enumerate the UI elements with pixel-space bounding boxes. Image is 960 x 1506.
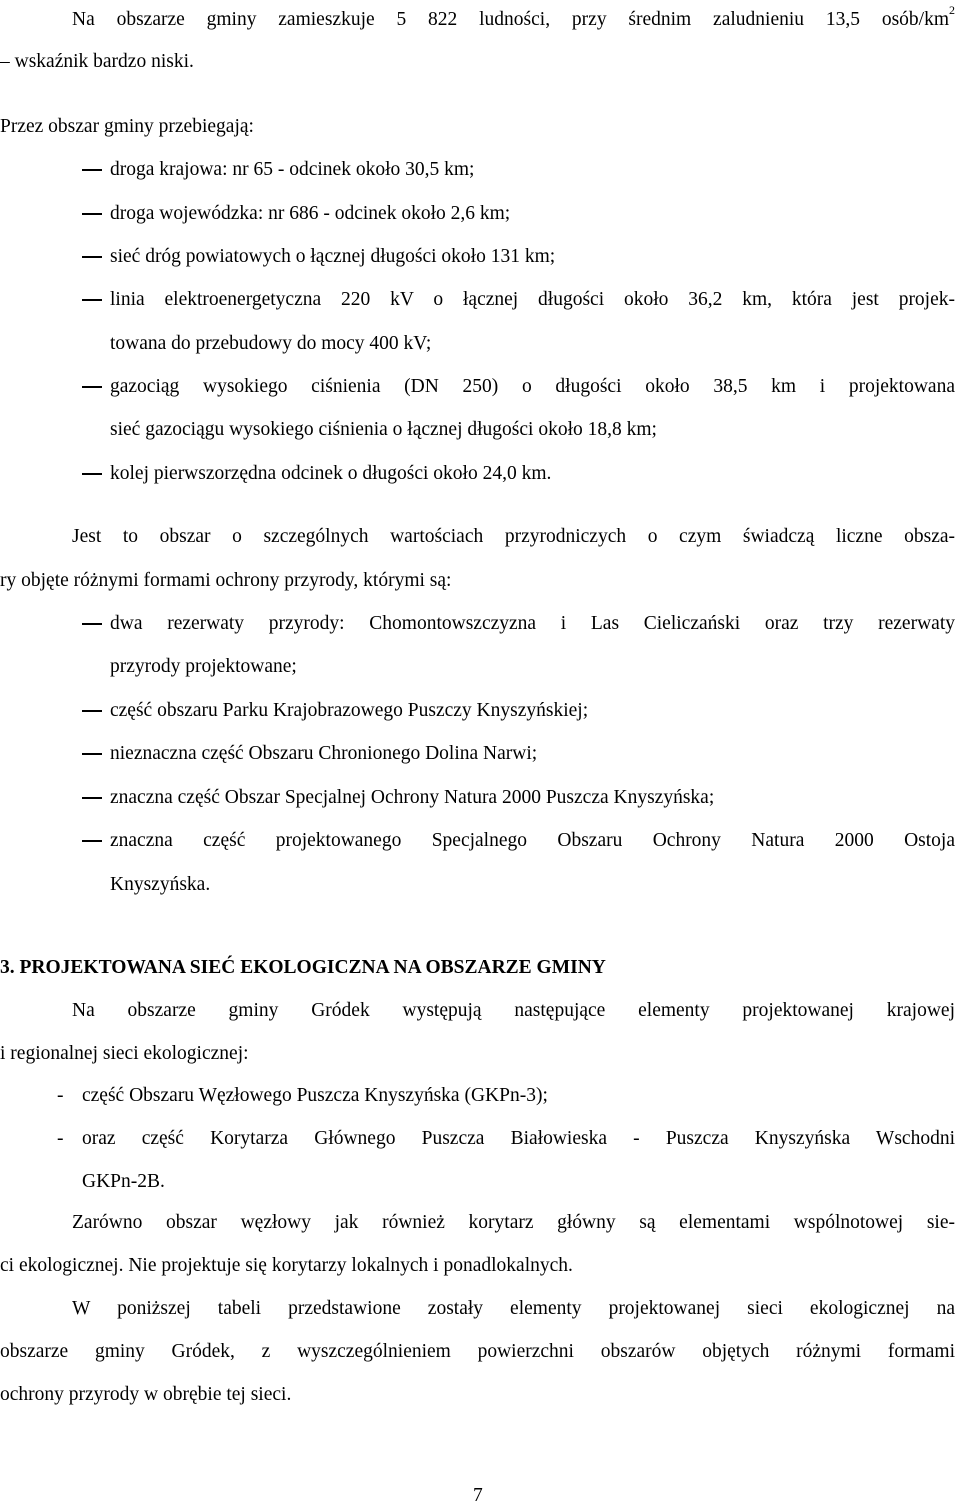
roads-item-5-line-2: sieć gazociągu wysokiego ciśnienia o łącznej długości około 18,8 km; (110, 419, 657, 440)
section3-p3-line-3: ochrony przyrody w obrębie tej sieci. (0, 1384, 292, 1405)
roads-item-2: droga wojewódzka: nr 686 - odcinek około 2,6 km; (110, 203, 511, 224)
section-heading: 3. PROJEKTOWANA SIEĆ EKOLOGICZNA NA OBSZARZE GMINY (0, 957, 606, 978)
section3-item-2-line-1: oraz część Korytarza Głównego Puszcza Białowieska - Puszcza Knyszyńska Wschodni (82, 1128, 955, 1149)
roads-item-5-line-1: gazociąg wysokiego ciśnienia (DN 250) o długości około 38,5 km i projektowana (110, 376, 955, 397)
page-number: 7 (473, 1485, 483, 1506)
nature-item-1-line-1: dwa rezerwaty przyrody: Chomontowszczyzna i Las Cieliczański oraz trzy rezerwaty (110, 613, 955, 634)
bullet-dash (82, 623, 102, 625)
nature-item-5-line-2: Knyszyńska. (110, 874, 211, 895)
intro-line-1 (72, 3, 955, 30)
section3-p2-line-1: Zarówno obszar węzłowy jak również korytarz główny są elementami wspólnotowej sie- (72, 1212, 955, 1233)
section3-item-2-line-2: GKPn-2B. (82, 1171, 165, 1192)
intro-line-2: – wskaźnik bardzo niski. (0, 51, 194, 72)
bullet-dash (82, 299, 102, 301)
bullet-dash (82, 386, 102, 388)
section3-p3-line-1: W poniższej tabeli przedstawione zostały elementy projektowanej sieci ekologicznej na (72, 1298, 955, 1319)
bullet-dash (82, 840, 102, 842)
section3-p3-line-2: obszarze gminy Gródek, z wyszczególnieniem powierzchni obszarów objętych różnymi formami (0, 1341, 955, 1362)
list-marker: - (57, 1085, 64, 1106)
superscript: 2 (949, 3, 955, 17)
bullet-dash (82, 797, 102, 799)
section3-p1-line-2: i regionalnej sieci ekologicznej: (0, 1043, 249, 1064)
roads-lead: Przez obszar gminy przebiegają: (0, 116, 254, 137)
section3-p1-line-1: Na obszarze gminy Gródek występują następujące elementy projektowanej krajowej (72, 1000, 955, 1021)
nature-item-4: znaczna część Obszar Specjalnej Ochrony Natura 2000 Puszcza Knyszyńska; (110, 787, 715, 808)
intro-text: Na obszarze gminy zamieszkuje 5 822 ludności, przy średnim zaludnieniu 13,5 osób/km (72, 9, 949, 30)
roads-item-4-line-1: linia elektroenergetyczna 220 kV o łącznej długości około 36,2 km, która jest projek- (110, 289, 955, 310)
bullet-dash (82, 169, 102, 171)
nature-item-5-line-1: znaczna część projektowanego Specjalnego Obszaru Ochrony Natura 2000 Ostoja (110, 830, 955, 851)
roads-item-3: sieć dróg powiatowych o łącznej długości około 131 km; (110, 246, 556, 267)
nature-item-3: nieznaczna część Obszaru Chronionego Dolina Narwi; (110, 743, 538, 764)
nature-lead-line-1: Jest to obszar o szczególnych wartościach przyrodniczych o czym świadczą liczne obsza- (72, 526, 955, 547)
section3-item-1: część Obszaru Węzłowego Puszcza Knyszyńska (GKPn-3); (82, 1085, 548, 1106)
bullet-dash (82, 710, 102, 712)
nature-item-2: część obszaru Parku Krajobrazowego Puszczy Knyszyńskiej; (110, 700, 589, 721)
nature-item-1-line-2: przyrody projektowane; (110, 656, 297, 677)
roads-item-6: kolej pierwszorzędna odcinek o długości około 24,0 km. (110, 463, 552, 484)
list-marker: - (57, 1128, 64, 1149)
section3-p2-line-2: ci ekologicznej. Nie projektuje się korytarzy lokalnych i ponadlokalnych. (0, 1255, 573, 1276)
roads-item-4-line-2: towana do przebudowy do mocy 400 kV; (110, 333, 432, 354)
bullet-dash (82, 753, 102, 755)
nature-lead-line-2: ry objęte różnymi formami ochrony przyrody, którymi są: (0, 570, 452, 591)
roads-item-1: droga krajowa: nr 65 - odcinek około 30,5 km; (110, 159, 475, 180)
bullet-dash (82, 213, 102, 215)
bullet-dash (82, 256, 102, 258)
bullet-dash (82, 473, 102, 475)
